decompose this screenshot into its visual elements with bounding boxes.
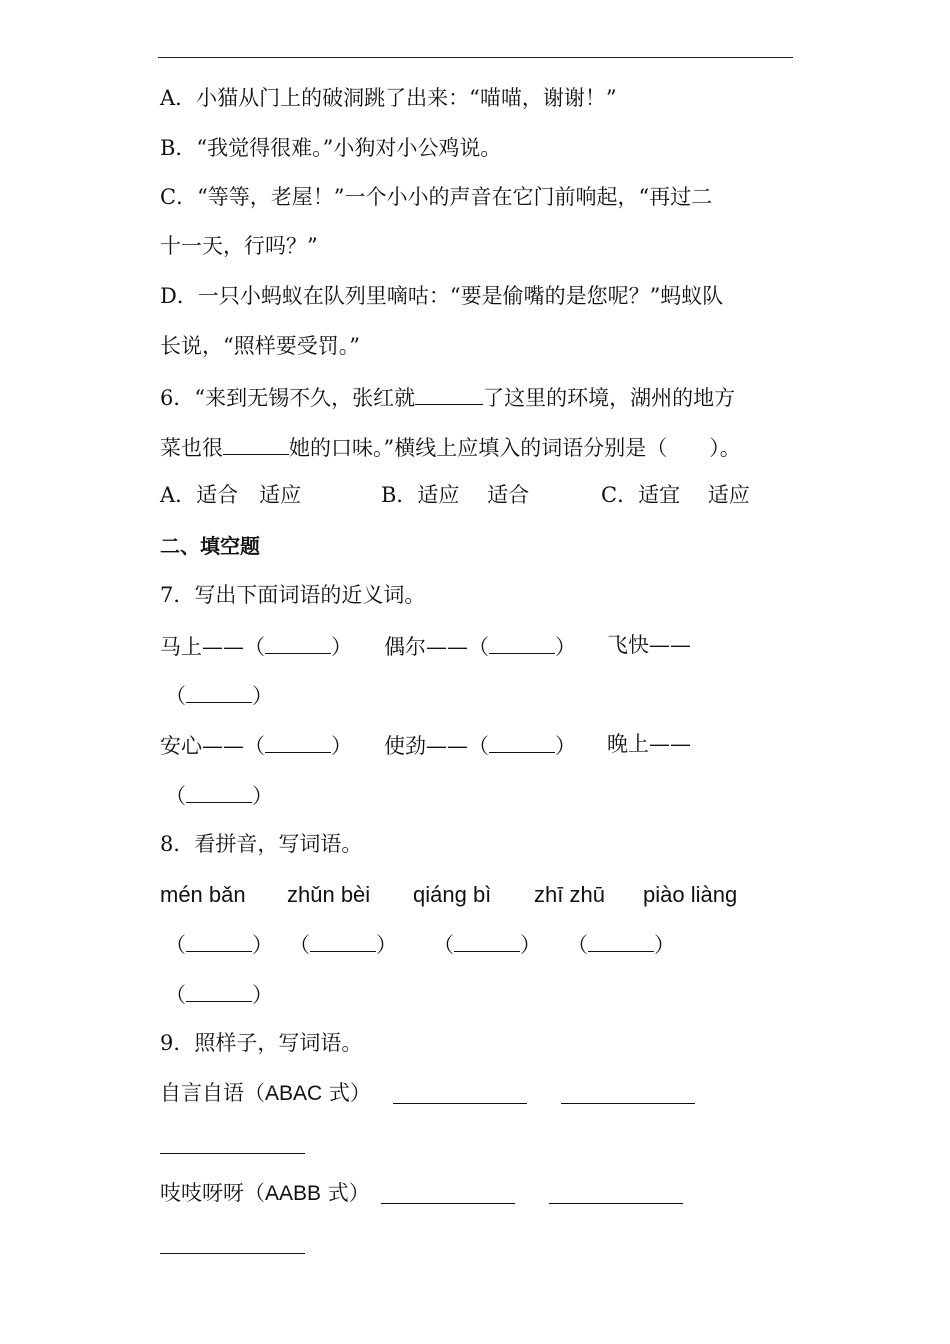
q7-blank-4[interactable] xyxy=(265,730,331,753)
q6-text-d: 她的口味。”横线上应填入的词语分别是（ ）。 xyxy=(289,436,741,460)
q7-item-4 xyxy=(160,730,352,760)
q6-text-a: 6．“来到无锡不久，张红就 xyxy=(160,386,416,410)
q9-example-2-word: 吱吱呀呀（ xyxy=(160,1181,265,1205)
q5-option-c-line2: 十一天，行吗？” xyxy=(160,234,318,258)
q9-example-1-pattern: ABAC xyxy=(265,1082,323,1105)
q6-option-b[interactable]: B．适应 适合 xyxy=(381,483,530,507)
q5-option-c-line1: C．“等等，老屋！”一个小小的声音在它门前响起，“再过二 xyxy=(160,185,713,209)
q8-answer-1 xyxy=(165,929,273,959)
q9-example-2-suffix: 式） xyxy=(321,1181,370,1205)
q9-example-1-suffix: 式） xyxy=(322,1081,371,1105)
q7-word-6: 晚上—— xyxy=(607,732,691,756)
q7-close-6: ） xyxy=(252,784,273,808)
q9-blank-6[interactable] xyxy=(160,1231,305,1254)
q5-option-d-line2: 长说，“照样要受罚。” xyxy=(160,334,360,358)
q7-close-1: ） xyxy=(331,635,352,659)
q7-item-3 xyxy=(165,680,273,710)
q5-option-a: A．小猫从门上的破洞跳了出来：“喵喵，谢谢！” xyxy=(160,86,617,110)
q9-example-2-pattern: AABB xyxy=(265,1182,322,1205)
q7-word-5: 使劲——（ xyxy=(384,734,489,758)
q7-blank-6[interactable] xyxy=(186,780,252,803)
q7-word-3: 飞快—— xyxy=(607,633,691,657)
q8-close-2: ） xyxy=(376,933,397,957)
q6-blank-1[interactable] xyxy=(415,382,483,405)
header-rule xyxy=(158,57,793,58)
q7-close-4: ） xyxy=(331,734,352,758)
q8-open-4: （ xyxy=(567,933,588,957)
q9-blank-2[interactable] xyxy=(561,1081,695,1104)
q7-word-1: 马上——（ xyxy=(160,635,265,659)
q5-option-b: B．“我觉得很难。”小狗对小公鸡说。 xyxy=(160,136,502,160)
q6-text-c: 菜也很 xyxy=(160,436,223,460)
q8-pinyin-4: zhī zhū xyxy=(534,882,605,907)
q9-example-1 xyxy=(160,1079,371,1108)
q7-word-4: 安心——（ xyxy=(160,734,265,758)
q8-close-3: ） xyxy=(520,933,541,957)
q8-close-5: ） xyxy=(252,983,273,1007)
q8-open-1: （ xyxy=(165,933,186,957)
q7-item-6 xyxy=(165,780,273,810)
q8-answer-4 xyxy=(567,929,675,959)
q6-option-c[interactable]: C．适宜 适应 xyxy=(601,483,750,507)
q5-option-d-line1: D．一只小蚂蚁在队列里嘀咕：“要是偷嘴的是您呢？”蚂蚁队 xyxy=(160,284,724,308)
q9-title: 9．照样子，写词语。 xyxy=(160,1031,363,1055)
q7-word-2: 偶尔——（ xyxy=(384,635,489,659)
q8-close-4: ） xyxy=(654,933,675,957)
q8-close-1: ） xyxy=(252,933,273,957)
q7-close-3: ） xyxy=(252,684,273,708)
section-title: 二、填空题 xyxy=(160,534,260,558)
q9-blank-5[interactable] xyxy=(549,1181,683,1204)
q8-blank-3[interactable] xyxy=(454,929,520,952)
q8-answer-2 xyxy=(289,929,397,959)
q6-line1 xyxy=(160,382,735,412)
q8-open-2: （ xyxy=(289,933,310,957)
q8-blank-4[interactable] xyxy=(588,929,654,952)
q7-title: 7．写出下面词语的近义词。 xyxy=(160,583,426,607)
q7-blank-2[interactable] xyxy=(489,631,555,654)
q7-item-5 xyxy=(384,730,576,760)
q7-close-5: ） xyxy=(555,734,576,758)
q8-title: 8．看拼音，写词语。 xyxy=(160,832,363,856)
q7-open-3: （ xyxy=(165,684,186,708)
q8-blank-5[interactable] xyxy=(186,979,252,1002)
q8-blank-1[interactable] xyxy=(186,929,252,952)
q8-blank-2[interactable] xyxy=(310,929,376,952)
q7-item-2 xyxy=(384,631,576,661)
q7-blank-5[interactable] xyxy=(489,730,555,753)
q8-open-3: （ xyxy=(433,933,454,957)
q6-text-b: 了这里的环境，湖州的地方 xyxy=(483,386,736,410)
q8-pinyin-3: qiáng bì xyxy=(413,882,492,907)
q6-line2 xyxy=(160,432,741,462)
q8-pinyin-2: zhǔn bèi xyxy=(287,882,371,907)
q8-pinyin-5: piào liàng xyxy=(643,882,738,907)
q9-example-1-word: 自言自语（ xyxy=(160,1081,265,1105)
q6-blank-2[interactable] xyxy=(223,432,289,455)
q7-open-6: （ xyxy=(165,784,186,808)
q7-item-1 xyxy=(160,631,352,661)
q7-blank-3[interactable] xyxy=(186,680,252,703)
q7-blank-1[interactable] xyxy=(265,631,331,654)
q9-blank-3[interactable] xyxy=(160,1131,305,1154)
q8-pinyin-1: mén bǎn xyxy=(160,882,246,907)
q9-blank-4[interactable] xyxy=(381,1181,515,1204)
q8-answer-3 xyxy=(433,929,541,959)
q6-option-a[interactable]: A．适合 适应 xyxy=(160,483,302,507)
q9-blank-1[interactable] xyxy=(393,1081,527,1104)
q8-answer-5 xyxy=(165,979,273,1009)
q9-example-2 xyxy=(160,1179,370,1208)
q8-open-5: （ xyxy=(165,983,186,1007)
q7-close-2: ） xyxy=(555,635,576,659)
